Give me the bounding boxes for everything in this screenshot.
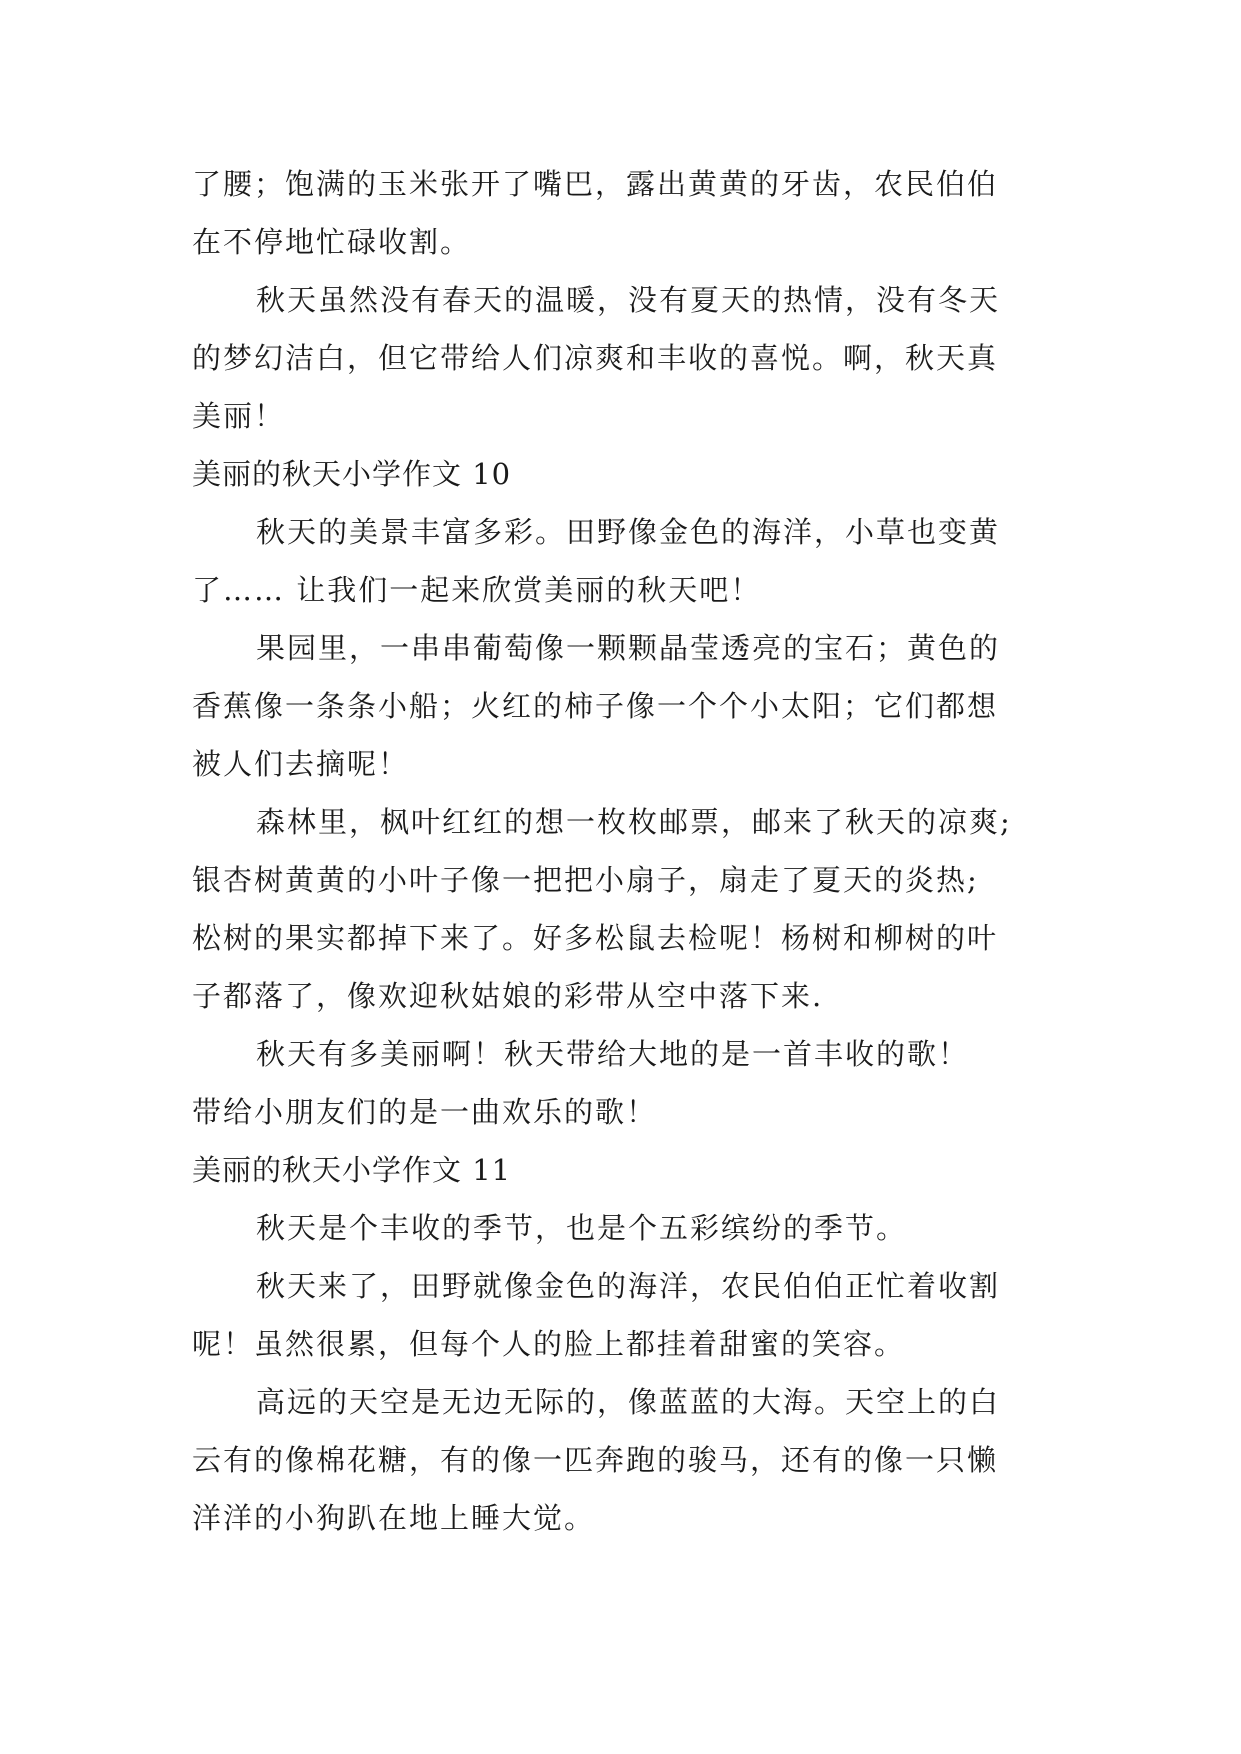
text-line: 呢！虽然很累，但每个人的脸上都挂着甜蜜的笑容。: [192, 1327, 906, 1361]
text-line: 美丽！: [192, 399, 286, 433]
text-line: 云有的像棉花糖，有的像一匹奔跑的骏马，还有的像一只懒: [192, 1443, 999, 1477]
paragraph-first-line: 森林里，枫叶红红的想一枚枚邮票，邮来了秋天的凉爽;: [256, 805, 1012, 839]
text-line: 了腰；饱满的玉米张开了嘴巴，露出黄黄的牙齿，农民伯伯: [192, 167, 999, 201]
text-line: 子都落了，像欢迎秋姑娘的彩带从空中落下来.: [192, 979, 824, 1013]
paragraph-first-line: 秋天是个丰收的季节，也是个五彩缤纷的季节。: [256, 1211, 908, 1245]
document-body: [192, 155, 1052, 1547]
paragraph-first-line: 秋天的美景丰富多彩。田野像金色的海洋，小草也变黄: [256, 515, 1001, 549]
text-line: 在不停地忙碌收割。: [192, 225, 472, 259]
text-line: 带给小朋友们的是一曲欢乐的歌！: [192, 1095, 658, 1129]
text-line: 松树的果实都掉下来了。好多松鼠去检呢！杨树和柳树的叶: [192, 921, 999, 955]
text-line: 被人们去摘呢！: [192, 747, 410, 781]
paragraph-first-line: 秋天虽然没有春天的温暖，没有夏天的热情，没有冬天: [256, 283, 1001, 317]
essay-heading: 美丽的秋天小学作文 11: [192, 1153, 512, 1187]
paragraph-first-line: 秋天来了，田野就像金色的海洋，农民伯伯正忙着收割: [256, 1269, 1001, 1303]
paragraph-first-line: 果园里，一串串葡萄像一颗颗晶莹透亮的宝石；黄色的: [256, 631, 1001, 665]
text-line: 了…… 让我们一起来欣赏美丽的秋天吧！: [192, 573, 762, 607]
essay-heading: 美丽的秋天小学作文 10: [192, 457, 512, 491]
text-line: 香蕉像一条条小船；火红的柿子像一个个小太阳；它们都想: [192, 689, 999, 723]
text-line: 的梦幻洁白，但它带给人们凉爽和丰收的喜悦。啊，秋天真: [192, 341, 999, 375]
paragraph-first-line: 秋天有多美丽啊！秋天带给大地的是一首丰收的歌！: [256, 1037, 970, 1071]
text-line: 洋洋的小狗趴在地上睡大觉。: [192, 1501, 596, 1535]
text-line: 银杏树黄黄的小叶子像一把把小扇子，扇走了夏天的炎热;: [192, 863, 979, 897]
paragraph-first-line: 高远的天空是无边无际的，像蓝蓝的大海。天空上的白: [256, 1385, 1001, 1419]
